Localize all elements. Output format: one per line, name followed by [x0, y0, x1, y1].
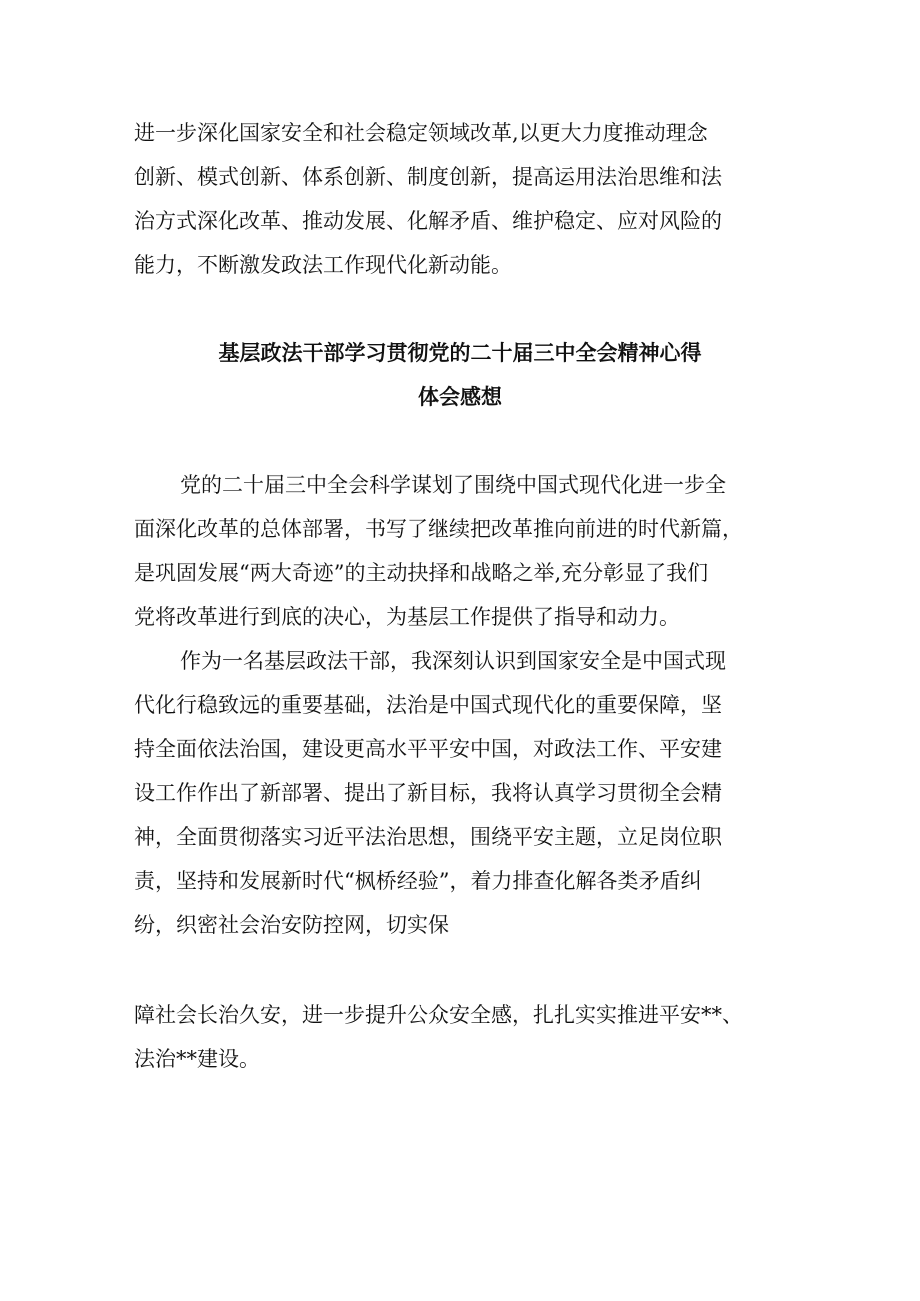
intro-line-2: 创新、模式创新、体系创新、制度创新，提高运用法治思维和法 — [134, 165, 722, 189]
paragraph3-line-1: 障社会长治久安，进一步提升公众安全感，扎扎实实推进平安**、 — [134, 1003, 743, 1027]
intro-line-4: 能力，不断激发政法工作现代化新动能。 — [134, 253, 512, 277]
paragraph3-line-2: 法治**建设。 — [134, 1047, 260, 1071]
paragraph1-line-1: 党的二十届三中全会科学谋划了围绕中国式现代化进一步全 — [180, 473, 726, 497]
paragraph1-line-4: 党将改革进行到底的决心，为基层工作提供了指导和动力。 — [134, 605, 680, 629]
paragraph1-line-3: 是巩固发展“两大奇迹”的主动抉择和战略之举,充分彰显了我们 — [134, 561, 709, 585]
paragraph2-line-4: 设工作作出了新部署、提出了新目标，我将认真学习贯彻全会精 — [134, 781, 722, 805]
paragraph2-line-5: 神，全面贯彻落实习近平法治思想，围绕平安主题，立足岗位职 — [134, 825, 722, 849]
paragraph2-line-6: 责，坚持和发展新时代“枫桥经验”，着力排查化解各类矛盾纠 — [134, 869, 702, 893]
paragraph2-line-1: 作为一名基层政法干部，我深刻认识到国家安全是中国式现 — [180, 649, 726, 673]
paragraph2-line-3: 持全面依法治国，建设更高水平平安中国，对政法工作、平安建 — [134, 737, 722, 761]
article-title-line-1: 基层政法干部学习贯彻党的二十届三中全会精神心得 — [218, 341, 702, 365]
intro-line-1: 进一步深化国家安全和社会稳定领域改革,以更大力度推动理念 — [134, 121, 708, 145]
paragraph2-line-7: 纷，织密社会治安防控网，切实保 — [134, 913, 449, 937]
intro-line-3: 治方式深化改革、推动发展、化解矛盾、维护稳定、应对风险的 — [134, 209, 722, 233]
paragraph2-line-2: 代化行稳致远的重要基础，法治是中国式现代化的重要保障，坚 — [134, 693, 722, 717]
article-title-line-2: 体会感想 — [418, 385, 502, 409]
paragraph1-line-2: 面深化改革的总体部署，书写了继续把改革推向前进的时代新篇， — [134, 517, 743, 541]
